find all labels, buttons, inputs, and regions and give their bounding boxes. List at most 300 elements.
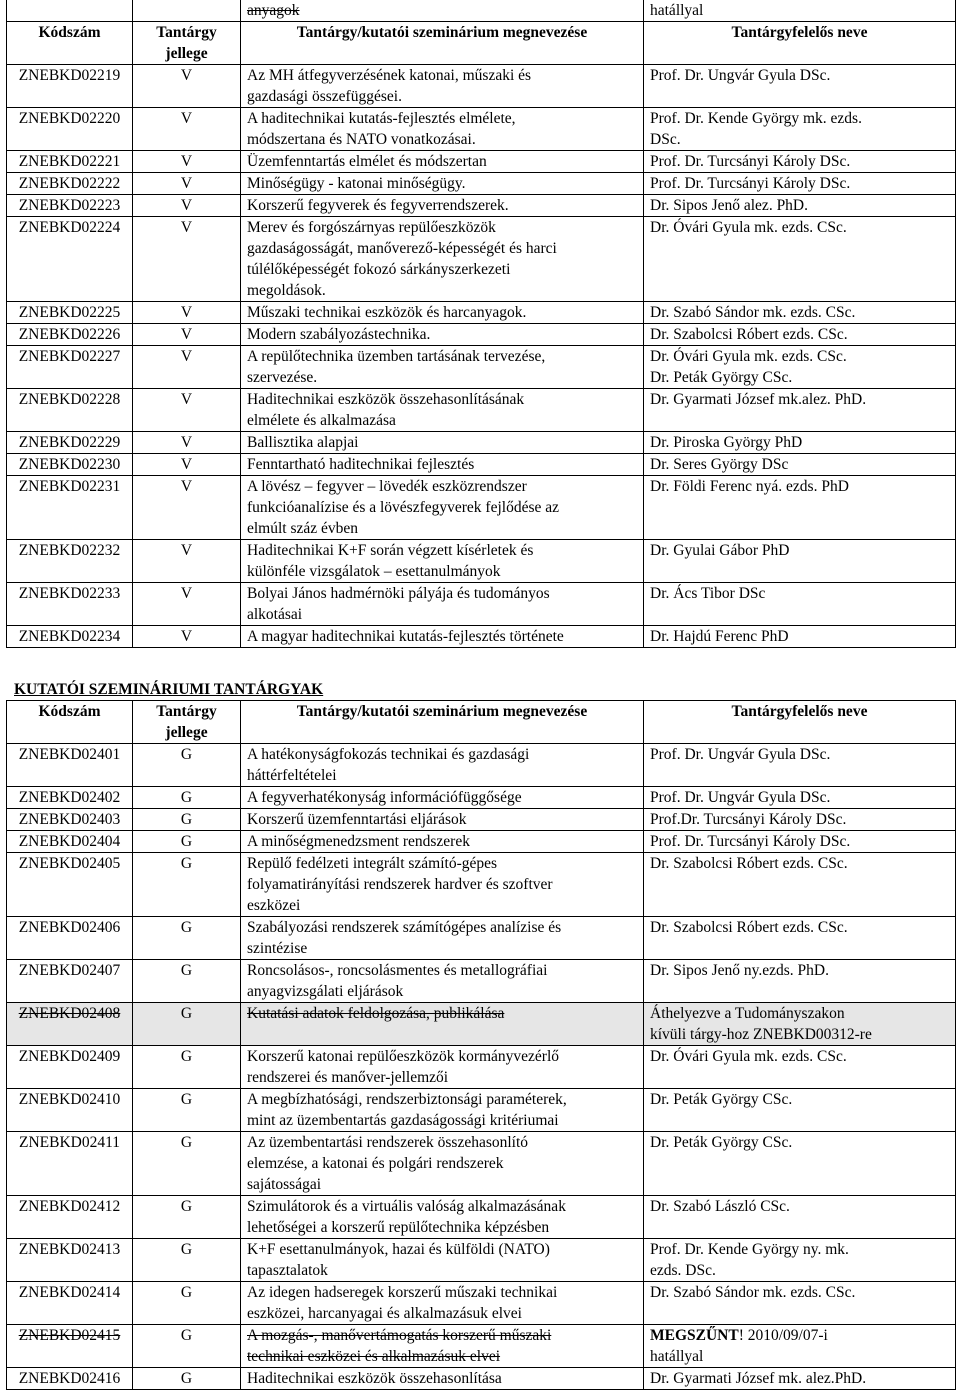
- responsible-cell-text: Dr. Ács Tibor DSc: [650, 585, 766, 602]
- responsible-cell: [644, 1239, 956, 1282]
- responsible-cell-text: Prof. Dr. Kende György mk. ezds. DSc.: [650, 110, 862, 148]
- responsible-cell-text: ! 2010/09/07-i hatállyal: [650, 1327, 828, 1365]
- type-cell-text: G: [180, 855, 193, 872]
- responsible-cell: [644, 476, 956, 540]
- responsible-cell-text: Dr. Szabolcsi Róbert ezds. CSc.: [650, 326, 848, 343]
- table-row: [7, 540, 956, 583]
- name-cell-text: Ballisztika alapjai: [247, 434, 359, 451]
- name-cell: [241, 1239, 644, 1282]
- code-cell: [7, 744, 133, 787]
- name-cell: [241, 346, 644, 389]
- table-row: [7, 389, 956, 432]
- type-cell: [133, 1046, 241, 1089]
- type-cell: [133, 195, 241, 217]
- header-type-text: Tantárgy jellege: [156, 24, 217, 62]
- header-name: [241, 22, 644, 65]
- type-cell: [133, 324, 241, 346]
- table-row: [7, 108, 956, 151]
- type-cell: [133, 432, 241, 454]
- table-row: [7, 1132, 956, 1196]
- type-cell-text: G: [180, 833, 193, 850]
- code-cell: [7, 960, 133, 1003]
- code-cell: [7, 809, 133, 831]
- code-cell-text: ZNEBKD02221: [18, 153, 121, 170]
- code-cell: [7, 583, 133, 626]
- type-cell: [133, 626, 241, 648]
- code-cell-text: ZNEBKD02414: [18, 1284, 121, 1301]
- table-row: [7, 476, 956, 540]
- responsible-cell: [644, 540, 956, 583]
- type-cell-text: G: [180, 1241, 193, 1258]
- table-row: [7, 583, 956, 626]
- responsible-cell-text: Dr. Óvári Gyula mk. ezds. CSc.: [650, 1048, 847, 1065]
- type-cell: [133, 831, 241, 853]
- responsible-cell: [644, 195, 956, 217]
- type-cell-text: V: [180, 219, 193, 236]
- type-cell: [133, 787, 241, 809]
- continued-resp-text: hatállyal: [650, 2, 704, 19]
- responsible-cell-text: Dr. Szabó László CSc.: [650, 1198, 790, 1215]
- responsible-cell-text: Prof. Dr. Ungvár Gyula DSc.: [650, 746, 831, 763]
- name-cell-text: A magyar haditechnikai kutatás-fejlesztés története: [247, 628, 564, 645]
- code-cell-text: ZNEBKD02404: [18, 833, 121, 850]
- responsible-cell: [644, 1132, 956, 1196]
- header-type-text: Tantárgy jellege: [156, 703, 217, 741]
- type-cell: [133, 540, 241, 583]
- name-cell: [241, 65, 644, 108]
- name-cell: [241, 1196, 644, 1239]
- responsible-cell: [644, 853, 956, 917]
- code-cell: [7, 65, 133, 108]
- code-cell: [7, 1003, 133, 1046]
- continued-name-text: anyagok: [247, 2, 300, 19]
- responsible-cell-text: Dr. Sipos Jenő ny.ezds. PhD.: [650, 962, 829, 979]
- type-cell: [133, 1282, 241, 1325]
- type-cell: [133, 1325, 241, 1368]
- type-cell: [133, 217, 241, 302]
- code-cell-text: ZNEBKD02219: [18, 67, 121, 84]
- header-name: [241, 701, 644, 744]
- responsible-cell: [644, 1089, 956, 1132]
- code-cell-text: ZNEBKD02228: [18, 391, 121, 408]
- name-cell: [241, 389, 644, 432]
- table-row: [7, 1196, 956, 1239]
- responsible-cell: [644, 917, 956, 960]
- name-cell-text: Bolyai János hadmérnöki pályája és tudományos alkotásai: [247, 585, 550, 623]
- code-cell-text: ZNEBKD02226: [18, 326, 121, 343]
- type-cell: [133, 1368, 241, 1390]
- name-cell: [241, 1325, 644, 1368]
- type-cell-text: V: [180, 478, 193, 495]
- table-row: [7, 1003, 956, 1046]
- responsible-cell: [644, 744, 956, 787]
- code-cell: [7, 1132, 133, 1196]
- header-resp-text: Tantárgyfelelős neve: [731, 703, 868, 720]
- type-cell-text: V: [180, 542, 193, 559]
- name-cell-text: Az MH átfegyverzésének katonai, műszaki és gazdasági összefüggései.: [247, 67, 532, 105]
- type-cell-text: G: [180, 789, 193, 806]
- name-cell-text: Haditechnikai eszközök összehasonlítása: [247, 1370, 502, 1387]
- responsible-cell-text: Dr. Gyarmati József mk.alez. PhD.: [650, 391, 867, 408]
- type-cell: [133, 1089, 241, 1132]
- name-cell-text: Repülő fedélzeti integrált számító-gépes folyamatirányítási rendszerek hardver és szoftver eszközei: [247, 855, 553, 914]
- responsible-cell: [644, 831, 956, 853]
- name-cell-text: Korszerű üzemfenntartási eljárások: [247, 811, 467, 828]
- code-cell: [7, 1196, 133, 1239]
- responsible-cell-text: Dr. Szabó Sándor mk. ezds. CSc.: [650, 1284, 856, 1301]
- header-type: [133, 22, 241, 65]
- responsible-cell-text: Áthelyezve a Tudományszakon kívüli tárgy-hoz ZNEBKD00312-re: [650, 1005, 872, 1043]
- type-cell: [133, 1196, 241, 1239]
- responsible-cell-text: Dr. Gyarmati József mk. alez.PhD.: [650, 1370, 867, 1387]
- code-cell-text: ZNEBKD02233: [18, 585, 121, 602]
- code-cell: [7, 476, 133, 540]
- name-cell: [241, 960, 644, 1003]
- responsible-cell-text: Prof. Dr. Turcsányi Károly DSc.: [650, 833, 851, 850]
- subjects-table: [6, 0, 956, 648]
- name-cell-text: Modern szabályozástechnika.: [247, 326, 431, 343]
- table-row: [7, 151, 956, 173]
- responsible-cell: [644, 454, 956, 476]
- type-cell: [133, 809, 241, 831]
- header-name-text: Tantárgy/kutatói szeminárium megnevezése: [296, 703, 588, 720]
- type-cell-text: G: [180, 1091, 193, 1108]
- responsible-cell: [644, 389, 956, 432]
- code-cell-text: ZNEBKD02407: [18, 962, 121, 979]
- type-cell-text: V: [180, 153, 193, 170]
- name-cell-text: Korszerű katonai repülőeszközök kormányvezérlő rendszerei és manőver-jellemzői: [247, 1048, 560, 1086]
- code-cell: [7, 626, 133, 648]
- name-cell-text: Az üzembentartási rendszerek összehasonlító elemzése, a katonai és polgári rendszerek sajátosságai: [247, 1134, 529, 1193]
- code-cell: [7, 173, 133, 195]
- responsible-cell: [644, 1368, 956, 1390]
- continued-name: [241, 0, 644, 22]
- name-cell-text: A megbízhatósági, rendszerbiztonsági paraméterek, mint az üzembentartás gazdaságossági kritériumai: [247, 1091, 567, 1129]
- responsible-cell: [644, 324, 956, 346]
- responsible-cell-text: Dr. Szabolcsi Róbert ezds. CSc.: [650, 919, 848, 936]
- type-cell-text: V: [180, 434, 193, 451]
- name-cell-text: Szimulátorok és a virtuális valóság alkalmazásának lehetőségei a korszerű repülőtechnika képzésben: [247, 1198, 566, 1236]
- code-cell: [7, 108, 133, 151]
- code-cell-text: ZNEBKD02410: [18, 1091, 121, 1108]
- responsible-cell: [644, 626, 956, 648]
- name-cell: [241, 831, 644, 853]
- responsible-cell-text: Prof.Dr. Turcsányi Károly DSc.: [650, 811, 847, 828]
- code-cell-text: ZNEBKD02406: [18, 919, 121, 936]
- code-cell: [7, 1046, 133, 1089]
- name-cell: [241, 1132, 644, 1196]
- responsible-cell-text: Dr. Szabó Sándor mk. ezds. CSc.: [650, 304, 856, 321]
- code-cell: [7, 151, 133, 173]
- responsible-cell: [644, 151, 956, 173]
- type-cell-text: G: [180, 1048, 193, 1065]
- type-cell: [133, 108, 241, 151]
- responsible-cell: [644, 787, 956, 809]
- table-row: [7, 346, 956, 389]
- header-row: [7, 22, 956, 65]
- type-cell: [133, 1003, 241, 1046]
- table-row: [7, 65, 956, 108]
- type-cell-text: G: [180, 1327, 193, 1344]
- code-cell: [7, 346, 133, 389]
- type-cell-text: G: [180, 811, 193, 828]
- name-cell: [241, 626, 644, 648]
- type-cell: [133, 454, 241, 476]
- type-cell-text: V: [180, 628, 193, 645]
- code-cell: [7, 454, 133, 476]
- name-cell-text: Üzemfenntartás elmélet és módszertan: [247, 153, 487, 170]
- type-cell: [133, 151, 241, 173]
- code-cell: [7, 195, 133, 217]
- code-cell-text: ZNEBKD02220: [18, 110, 121, 127]
- type-cell-text: V: [180, 326, 193, 343]
- responsible-cell: [644, 1046, 956, 1089]
- name-cell-text: A mozgás-, manővertámogatás korszerű műszaki technikai eszközei és alkalmazásuk elvei: [247, 1327, 552, 1365]
- header-code: [7, 22, 133, 65]
- type-cell-text: V: [180, 391, 193, 408]
- name-cell-text: A haditechnikai kutatás-fejlesztés elmélete, módszertana és NATO vonatkozásai.: [247, 110, 516, 148]
- name-cell-text: Kutatási adatok feldolgozása, publikálása: [247, 1005, 505, 1022]
- table-row: [7, 853, 956, 917]
- type-cell-text: V: [180, 304, 193, 321]
- name-cell: [241, 324, 644, 346]
- name-cell: [241, 583, 644, 626]
- name-cell-text: Az idegen hadseregek korszerű műszaki technikai eszközei, harcanyagai és alkalmazásuk elvei: [247, 1284, 558, 1322]
- code-cell-text: ZNEBKD02232: [18, 542, 121, 559]
- empty-cell: [7, 0, 133, 22]
- code-cell-text: ZNEBKD02412: [18, 1198, 121, 1215]
- name-cell-text: Fenntartható haditechnikai fejlesztés: [247, 456, 475, 473]
- type-cell-text: V: [180, 67, 193, 84]
- name-cell: [241, 1003, 644, 1046]
- type-cell-text: V: [180, 348, 193, 365]
- type-cell-text: V: [180, 197, 193, 214]
- responsible-cell-text: Dr. Földi Ferenc nyá. ezds. PhD: [650, 478, 849, 495]
- responsible-cell-text: Dr. Hajdú Ferenc PhD: [650, 628, 789, 645]
- code-cell: [7, 853, 133, 917]
- responsible-cell-text: Dr. Szabolcsi Róbert ezds. CSc.: [650, 855, 848, 872]
- name-cell-text: A hatékonyságfokozás technikai és gazdasági háttérfeltételei: [247, 746, 530, 784]
- name-cell: [241, 1046, 644, 1089]
- name-cell: [241, 476, 644, 540]
- code-cell: [7, 217, 133, 302]
- type-cell: [133, 476, 241, 540]
- type-cell: [133, 744, 241, 787]
- name-cell: [241, 432, 644, 454]
- code-cell: [7, 324, 133, 346]
- code-cell-text: ZNEBKD02409: [18, 1048, 121, 1065]
- responsible-cell-text: Dr. Seres György DSc: [650, 456, 789, 473]
- type-cell: [133, 302, 241, 324]
- type-cell: [133, 853, 241, 917]
- code-cell-text: ZNEBKD02415: [18, 1327, 121, 1344]
- name-cell-text: Szabályozási rendszerek számítógépes analízise és szintézise: [247, 919, 562, 957]
- responsible-cell: [644, 108, 956, 151]
- type-cell-text: G: [180, 1198, 193, 1215]
- code-cell-text: ZNEBKD02223: [18, 197, 121, 214]
- table-row: [7, 626, 956, 648]
- code-cell: [7, 1368, 133, 1390]
- type-cell-text: G: [180, 1284, 193, 1301]
- type-cell-text: V: [180, 110, 193, 127]
- seminar-subjects-table: [6, 700, 956, 1390]
- header-resp: [644, 701, 956, 744]
- type-cell: [133, 583, 241, 626]
- name-cell: [241, 1282, 644, 1325]
- table-row: [7, 960, 956, 1003]
- responsible-cell-text: Dr. Peták György CSc.: [650, 1091, 793, 1108]
- name-cell-text: A lövész – fegyver – lövedék eszközrendszer funkcióanalízise és a lövészfegyverek fejlődése az elmúlt száz évben: [247, 478, 559, 537]
- name-cell: [241, 302, 644, 324]
- name-cell: [241, 108, 644, 151]
- responsible-cell-text: Prof. Dr. Ungvár Gyula DSc.: [650, 789, 831, 806]
- responsible-cell-text: Dr. Óvári Gyula mk. ezds. CSc. Dr. Peták György CSc.: [650, 348, 847, 386]
- code-cell: [7, 389, 133, 432]
- code-cell: [7, 432, 133, 454]
- code-cell-text: ZNEBKD02411: [18, 1134, 121, 1151]
- table-row: [7, 454, 956, 476]
- table-row: [7, 1046, 956, 1089]
- responsible-cell-text: Dr. Piroska György PhD: [650, 434, 803, 451]
- header-resp: [644, 22, 956, 65]
- name-cell-text: A fegyverhatékonyság információfüggősége: [247, 789, 522, 806]
- type-cell-text: G: [180, 1370, 193, 1387]
- name-cell: [241, 195, 644, 217]
- responsible-cell: [644, 217, 956, 302]
- code-cell: [7, 540, 133, 583]
- header-row: [7, 701, 956, 744]
- type-cell-text: V: [180, 456, 193, 473]
- type-cell-text: V: [180, 175, 193, 192]
- name-cell-text: Haditechnikai K+F során végzett kísérletek és különféle vizsgálatok – esettanulmányok: [247, 542, 534, 580]
- header-code: [7, 701, 133, 744]
- name-cell-text: Korszerű fegyverek és fegyverrendszerek.: [247, 197, 509, 214]
- type-cell-text: G: [180, 746, 193, 763]
- code-cell-text: ZNEBKD02224: [18, 219, 121, 236]
- name-cell-text: Minőségügy - katonai minőségügy.: [247, 175, 466, 192]
- responsible-cell-text: Prof. Dr. Turcsányi Károly DSc.: [650, 153, 851, 170]
- responsible-cell-text: Dr. Gyulai Gábor PhD: [650, 542, 790, 559]
- header-code-text: Kódszám: [38, 24, 101, 41]
- code-cell-text: ZNEBKD02222: [18, 175, 121, 192]
- responsible-cell-text: Dr. Óvári Gyula mk. ezds. CSc.: [650, 219, 847, 236]
- code-cell-text: ZNEBKD02408: [18, 1005, 121, 1022]
- name-cell: [241, 917, 644, 960]
- code-cell-text: ZNEBKD02229: [18, 434, 121, 451]
- code-cell-text: ZNEBKD02405: [18, 855, 121, 872]
- code-cell: [7, 302, 133, 324]
- name-cell: [241, 853, 644, 917]
- name-cell: [241, 173, 644, 195]
- table-row: [7, 432, 956, 454]
- type-cell: [133, 1132, 241, 1196]
- name-cell: [241, 809, 644, 831]
- name-cell: [241, 151, 644, 173]
- name-cell-text: Haditechnikai eszközök összehasonlításának elmélete és alkalmazása: [247, 391, 525, 429]
- code-cell: [7, 787, 133, 809]
- name-cell-text: Roncsolásos-, roncsolásmentes és metallográfiai anyagvizsgálati eljárások: [247, 962, 548, 1000]
- header-type: [133, 701, 241, 744]
- code-cell-text: ZNEBKD02231: [18, 478, 121, 495]
- type-cell-text: G: [180, 919, 193, 936]
- type-cell: [133, 346, 241, 389]
- responsible-cell-text: Prof. Dr. Turcsányi Károly DSc.: [650, 175, 851, 192]
- responsible-cell-text: Prof. Dr. Ungvár Gyula DSc.: [650, 67, 831, 84]
- header-code-text: Kódszám: [38, 703, 101, 720]
- responsible-cell: [644, 173, 956, 195]
- type-cell: [133, 65, 241, 108]
- responsible-cell-text: Dr. Sipos Jenő alez. PhD.: [650, 197, 809, 214]
- code-cell: [7, 1325, 133, 1368]
- code-cell-text: ZNEBKD02225: [18, 304, 121, 321]
- type-cell-text: G: [180, 1134, 193, 1151]
- section-title: KUTATÓI SZEMINÁRIUMI TANTÁRGYAK: [14, 681, 324, 698]
- status-badge: MEGSZŰNT: [650, 1327, 739, 1344]
- code-cell-text: ZNEBKD02403: [18, 811, 121, 828]
- table-row: [7, 744, 956, 787]
- code-cell-text: ZNEBKD02416: [18, 1370, 121, 1387]
- name-cell: [241, 787, 644, 809]
- name-cell-text: K+F esettanulmányok, hazai és külföldi (NATO) tapasztalatok: [247, 1241, 550, 1279]
- table-row: [7, 1089, 956, 1132]
- type-cell: [133, 917, 241, 960]
- table-row: [7, 173, 956, 195]
- table-row-continued: [7, 0, 956, 22]
- code-cell-text: ZNEBKD02402: [18, 789, 121, 806]
- table-row: [7, 1239, 956, 1282]
- type-cell-text: G: [180, 962, 193, 979]
- code-cell: [7, 831, 133, 853]
- name-cell-text: A repülőtechnika üzemben tartásának tervezése, szervezése.: [247, 348, 546, 386]
- code-cell: [7, 1089, 133, 1132]
- type-cell-text: V: [180, 585, 193, 602]
- responsible-cell: [644, 65, 956, 108]
- name-cell: [241, 744, 644, 787]
- name-cell-text: Műszaki technikai eszközök és harcanyagok.: [247, 304, 527, 321]
- responsible-cell: [644, 1196, 956, 1239]
- header-name-text: Tantárgy/kutatói szeminárium megnevezése: [296, 24, 588, 41]
- responsible-cell: [644, 809, 956, 831]
- table-row: [7, 831, 956, 853]
- type-cell: [133, 389, 241, 432]
- responsible-cell-text: Prof. Dr. Kende György ny. mk. ezds. DSc.: [650, 1241, 849, 1279]
- responsible-cell: [644, 1282, 956, 1325]
- name-cell-text: A minőségmenedzsment rendszerek: [247, 833, 470, 850]
- continued-resp: [644, 0, 956, 22]
- table-row: [7, 787, 956, 809]
- type-cell: [133, 1239, 241, 1282]
- header-resp-text: Tantárgyfelelős neve: [731, 24, 868, 41]
- table-row: [7, 1325, 956, 1368]
- responsible-cell-text: Dr. Peták György CSc.: [650, 1134, 793, 1151]
- type-cell: [133, 960, 241, 1003]
- code-cell: [7, 1239, 133, 1282]
- name-cell: [241, 454, 644, 476]
- table-row: [7, 195, 956, 217]
- name-cell: [241, 1368, 644, 1390]
- code-cell-text: ZNEBKD02413: [18, 1241, 121, 1258]
- responsible-cell: [644, 960, 956, 1003]
- responsible-cell: [644, 1003, 956, 1046]
- type-cell: [133, 173, 241, 195]
- responsible-cell: [644, 302, 956, 324]
- table-row: [7, 917, 956, 960]
- empty-cell: [133, 0, 241, 22]
- code-cell-text: ZNEBKD02230: [18, 456, 121, 473]
- name-cell: [241, 1089, 644, 1132]
- table-row: [7, 809, 956, 831]
- name-cell: [241, 217, 644, 302]
